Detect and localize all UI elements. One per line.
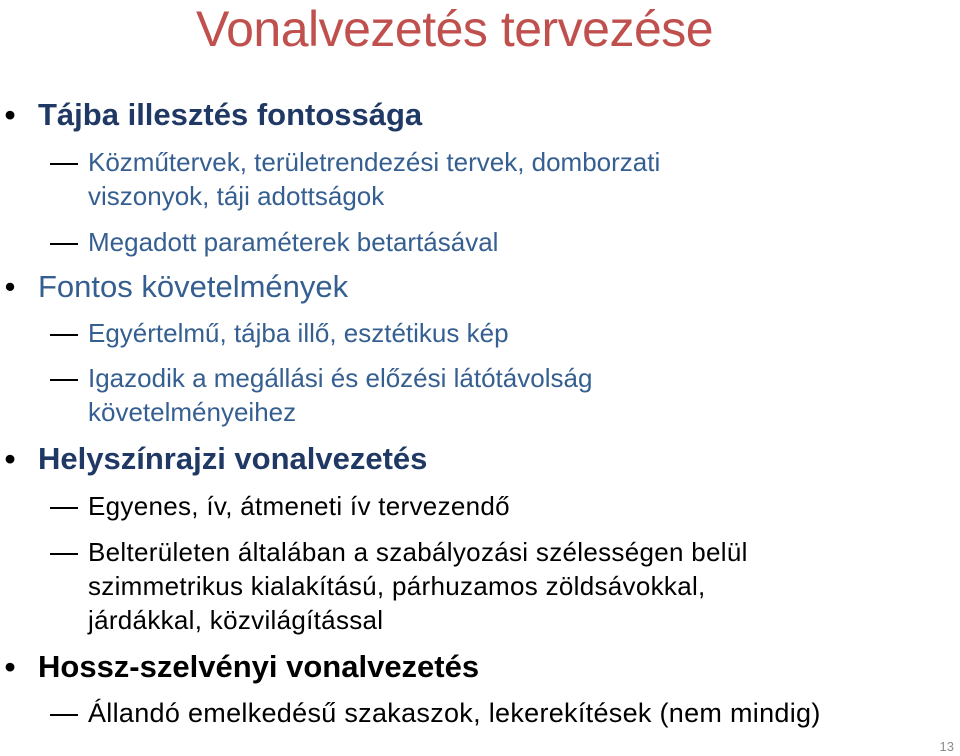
sub-item-text: viszonyok, táji adottságok: [88, 181, 385, 211]
bullet-heading-1: [0, 98, 600, 132]
sub-item-text: Megadott paraméterek betartásával: [88, 227, 499, 257]
bullet-heading-2: [0, 270, 600, 304]
dash-icon: [50, 379, 78, 381]
sub-item: [0, 361, 900, 395]
bullet-dot-icon: •: [4, 649, 16, 684]
sub-item-text: Állandó emelkedésű szakaszok, lekerekítések (nem mindig): [88, 698, 821, 728]
heading-text: Tájba illesztés fontossága: [38, 97, 423, 132]
page-number: 13: [939, 739, 954, 754]
sub-item-continuation: [0, 569, 900, 603]
sub-item-continuation: [0, 603, 900, 637]
sub-item: [0, 316, 900, 350]
heading-text: Fontos követelmények: [38, 269, 349, 304]
sub-item: [0, 145, 900, 179]
dash-icon: [50, 507, 78, 509]
sub-item-text: Igazodik a megállási és előzési látótávolság: [88, 363, 593, 393]
sub-item-text: szimmetrikus kialakítású, párhuzamos zöldsávokkal,: [88, 571, 706, 601]
heading-text: Hossz-szelvényi vonalvezetés: [38, 649, 480, 684]
sub-item-text: Belterületen általában a szabályozási szélességen belül: [88, 537, 748, 567]
sub-item: [0, 535, 900, 569]
bullet-heading-3: [0, 442, 600, 476]
bullet-dot-icon: •: [4, 97, 16, 132]
sub-item-text: Egyértelmű, tájba illő, esztétikus kép: [88, 318, 509, 348]
dash-icon: [50, 334, 78, 336]
sub-item-text: járdákkal, közvilágítással: [88, 605, 384, 635]
slide-title: Vonalvezetés tervezése: [196, 1, 714, 57]
sub-item-text: Közműtervek, területrendezési tervek, domborzati: [88, 147, 661, 177]
sub-item-continuation: [0, 395, 900, 429]
heading-text: Helyszínrajzi vonalvezetés: [38, 441, 428, 476]
bullet-heading-4: [0, 650, 600, 684]
sub-item: [0, 696, 900, 730]
sub-item-text: követelményeihez: [88, 397, 297, 427]
dash-icon: [50, 243, 78, 245]
dash-icon: [50, 163, 78, 165]
sub-item-continuation: [0, 179, 900, 213]
sub-item: [0, 489, 900, 523]
sub-item: [0, 225, 900, 259]
bullet-dot-icon: •: [4, 269, 16, 304]
bullet-dot-icon: •: [4, 441, 16, 476]
dash-icon: [50, 553, 78, 555]
sub-item-text: Egyenes, ív, átmeneti ív tervezendő: [88, 491, 510, 521]
dash-icon: [50, 714, 78, 716]
